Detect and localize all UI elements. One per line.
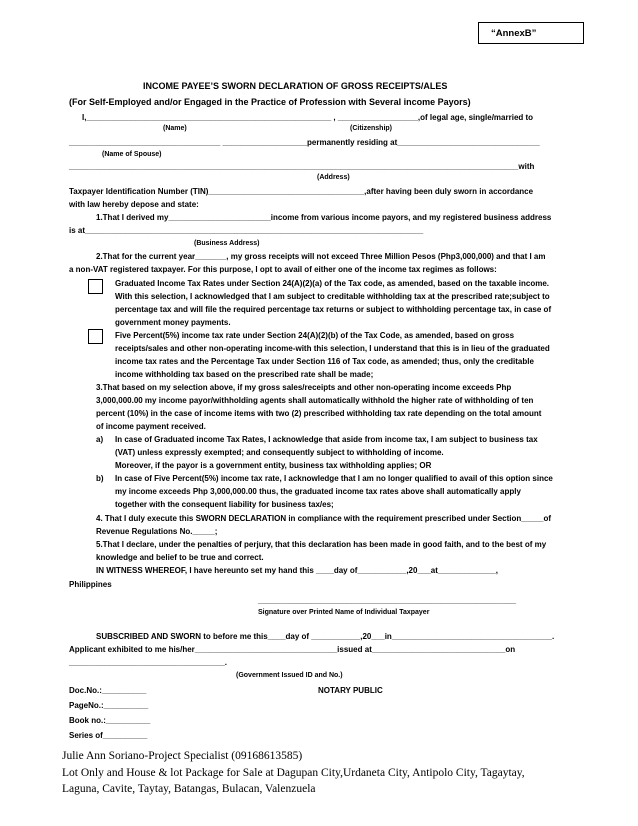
business-address-line: is at____________________________________________________________________________	[69, 226, 424, 235]
option-five-percent-text-3: income tax rates and the Percentage Tax under Section 116 of Tax code, as amended; thus, only the creditable	[115, 357, 534, 366]
statement-2: 2.That for the current year_______, my gross receipts will not exceed Three Million Pesos (Php3,000,000) and that I am	[96, 252, 546, 261]
option-five-percent-text-2: receipts/sales and other non-operating income-with this selection, I understand that this is in lieu of the graduated	[115, 344, 550, 353]
statement-4: 4. That I duly execute this SWORN DECLARATION in compliance with the requirement prescribed under Section_____of	[96, 514, 552, 523]
name-line: I,_______________________________________________________ , __________________,of legal age, single/married to	[82, 113, 534, 122]
witness-location: Philippines	[69, 580, 112, 589]
spouse-caption: (Name of Spouse)	[102, 151, 162, 158]
book-no-line: Book no.:__________	[69, 716, 151, 725]
government-id-caption: (Government Issued ID and No.)	[236, 672, 343, 679]
signature-caption: Signature over Printed Name of Individual Taxpayer	[258, 609, 430, 616]
footer-line-2: Lot Only and House & lot Package for Sale at Dagupan City,Urdaneta City, Antipolo City, Tagaytay,	[62, 766, 525, 779]
applicant-id-line: Applicant exhibited to me his/her________________________________issued at______________________________on	[69, 645, 516, 654]
document-subtitle: (For Self-Employed and/or Engaged in the Practice of Profession with Several income Payors)	[69, 97, 471, 107]
annex-label: “AnnexB”	[478, 22, 584, 44]
item-b-text-3: together with the consequent liability for business tax/es;	[115, 500, 334, 509]
option-graduated-checkbox[interactable]	[88, 279, 103, 294]
footer-line-1: Julie Ann Soriano-Project Specialist (09168613585)	[62, 750, 303, 762]
item-a-text-3: Moreover, if the payor is a government entity, business tax withholding applies; OR	[115, 461, 432, 470]
statement-5: 5.That I declare, under the penalties of perjury, that this declaration has been made in good faith, and to the best of my	[96, 540, 547, 549]
spouse-residence-line: __________________________________ ___________________permanently residing at________________________________	[69, 138, 540, 147]
statement-4-cont: Revenue Regulations No._____;	[96, 527, 218, 536]
statement-3-cont-3: of income payment received.	[96, 422, 206, 431]
business-address-caption: (Business Address)	[194, 240, 260, 247]
applicant-id-cont: ___________________________________.	[69, 658, 227, 667]
address-line: _____________________________________________________________________________________________________with	[69, 162, 535, 171]
item-a-text-1: In case of Graduated income Tax Rates, I acknowledge that aside from income tax, I am subject to business tax	[115, 435, 538, 444]
item-b-marker: b)	[96, 474, 104, 483]
option-five-percent-text-1: Five Percent(5%) income tax rate under Section 24(A)(2)(b) of the Tax Code, as amended, based on gross	[115, 331, 515, 340]
document-title: INCOME PAYEE’S SWORN DECLARATION OF GROSS RECEIPTS/ALES	[143, 81, 448, 91]
doc-no-line: Doc.No.:__________	[69, 686, 147, 695]
notary-public-label: NOTARY PUBLIC	[318, 686, 383, 695]
option-graduated-text-1: Graduated Income Tax Rates under Section 24(A)(2)(a) of the Tax code, as amended, based on the taxable income.	[115, 279, 550, 288]
option-five-percent-text-4: income withholding tax based on the prescribed rate shall be made;	[115, 370, 374, 379]
series-line: Series of__________	[69, 731, 148, 740]
statement-5-cont: knowledge and belief to be true and correct.	[96, 553, 264, 562]
name-caption: (Name)	[163, 125, 187, 132]
option-five-percent-checkbox[interactable]	[88, 329, 103, 344]
item-a-text-2: (VAT) unless expressly exempted; and consequently subject to withholding of income.	[115, 448, 444, 457]
option-graduated-text-2: With this selection, I acknowledged that I am subject to creditable withholding tax at the prescribed rate;subject to	[115, 292, 550, 301]
statement-1: 1.That I derived my_______________________income from various income payors, and my registered business address	[96, 213, 552, 222]
option-graduated-text-3: percentage tax and will file the required percentage tax returns or subject to withholding percentage tax, in case of	[115, 305, 552, 314]
item-a-marker: a)	[96, 435, 104, 444]
option-graduated-text-4: government money payments.	[115, 318, 231, 327]
tin-line: Taxpayer Identification Number (TIN)___________________________________,after having been duly sworn in accordance	[69, 187, 534, 196]
depose-line: with law hereby depose and state:	[69, 200, 199, 209]
statement-2-cont: a non-VAT registered taxpayer. For this purpose, I opt to avail of either one of the income tax regimes as follows:	[69, 265, 497, 274]
item-b-text-1: In case of Five Percent(5%) income tax rate, I acknowledge that I am no longer qualified to avail of this option since	[115, 474, 553, 483]
footer-line-3: Laguna, Cavite, Taytay, Batangas, Bulacan, Valenzuela	[62, 783, 316, 795]
footer-contact	[62, 748, 622, 798]
subscribed-line: SUBSCRIBED AND SWORN to before me this____day of ___________,20___in____________________________________.	[96, 632, 555, 641]
signature-line: __________________________________________________________	[258, 596, 517, 605]
statement-3: 3.That based on my selection above, if my gross sales/receipts and other non-operating income exceeds Php	[96, 383, 512, 392]
statement-3-cont-2: percent (10%) in the case of income items with two (2) prescribed withholding tax rate depending on the total amount	[96, 409, 542, 418]
page-no-line: PageNo.:__________	[69, 701, 149, 710]
citizenship-caption: (Citizenship)	[350, 125, 392, 132]
item-b-text-2: my income exceeds Php 3,000,000.00 thus, the graduated income tax rates above shall automatically apply	[115, 487, 521, 496]
witness-line: IN WITNESS WHEREOF, I have hereunto set my hand this ____day of___________,20___at_____________,	[96, 566, 498, 575]
address-caption: (Address)	[317, 174, 350, 181]
statement-3-cont-1: 3,000,000.00 my income payor/withholding agents shall automatically withhold the higher rate of withholding of ten	[96, 396, 534, 405]
